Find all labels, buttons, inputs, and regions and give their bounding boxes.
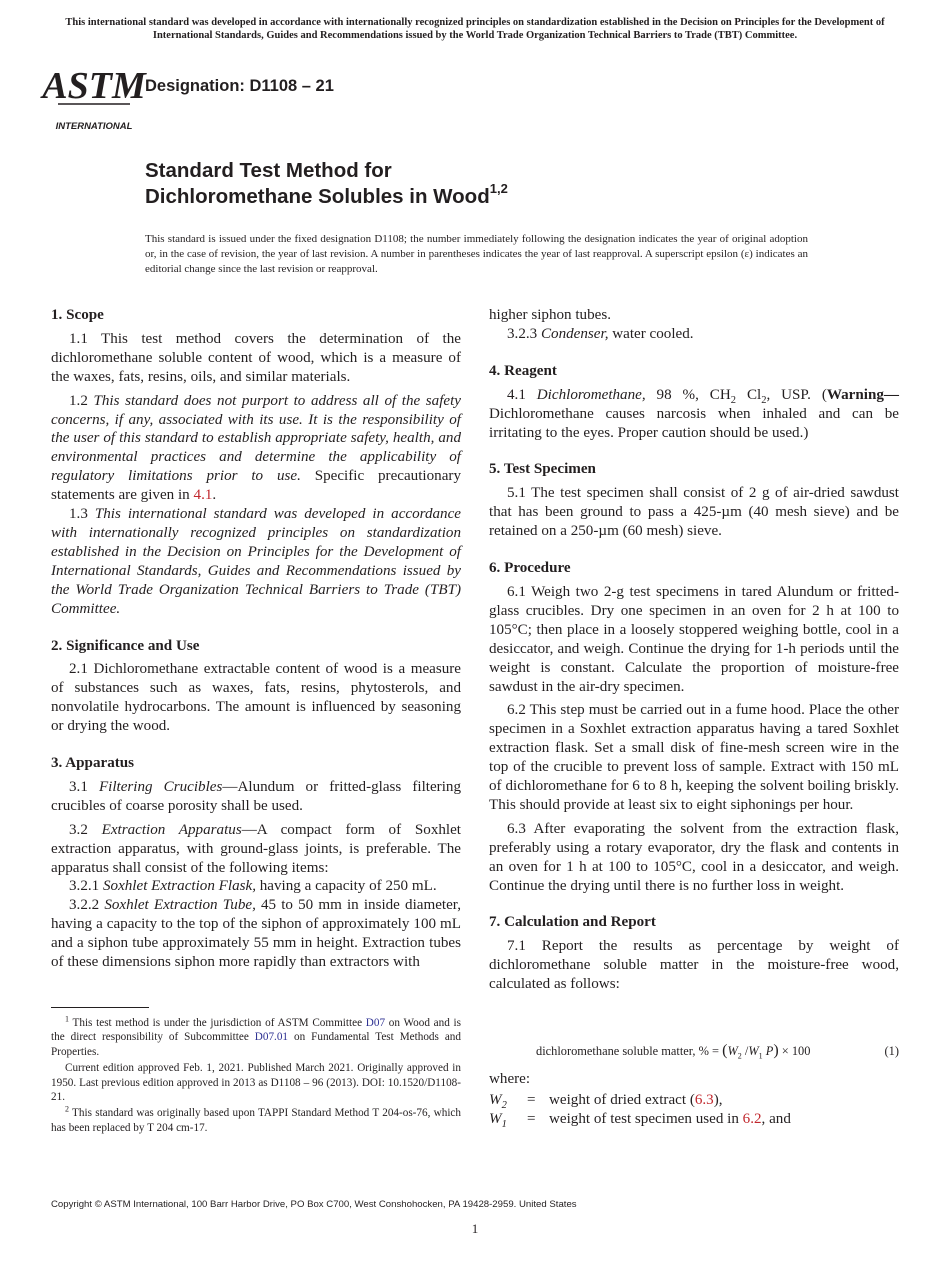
copyright-line: Copyright © ASTM International, 100 Barr Harbor Drive, PO Box C700, West Conshohocken, PA 19428-2959. United States bbox=[51, 1199, 577, 1210]
footnote-1 bbox=[51, 1016, 461, 1059]
document-title bbox=[145, 158, 845, 210]
definition-symbol bbox=[489, 1091, 507, 1110]
definition-desc: weight of test specimen used in bbox=[549, 1111, 743, 1127]
paragraph-text: water cooled. bbox=[608, 325, 694, 342]
logo-letters: ASTM bbox=[42, 65, 146, 107]
equation-number: (1) bbox=[884, 1044, 899, 1058]
definition-end: , and bbox=[761, 1111, 791, 1127]
definition-equals: = bbox=[527, 1092, 536, 1108]
top-notice: This international standard was developed in accordance with internationally recognized principles on standardization established in the Decision on Principles for the Development of International Standards, Guides and Recommendations issued by the World Trade Organization Technical Barriers to Trade (TBT) Committee. bbox=[65, 17, 885, 41]
footnote-text: This standard was originally based upon TAPPI Standard Method T 204-os-76, which has been replaced by T 204 cm-17. bbox=[51, 1107, 461, 1134]
paragraph-number: 1.3 bbox=[69, 506, 95, 523]
paragraph-3-2-2-continued: higher siphon tubes. bbox=[489, 307, 611, 323]
paragraph-number: 3.2.3 bbox=[507, 325, 541, 342]
title-line-2 bbox=[145, 181, 845, 210]
equation-var-w1: W bbox=[748, 1044, 759, 1058]
left-column bbox=[51, 306, 461, 972]
paragraph-3-2 bbox=[51, 821, 461, 878]
symbol-sub: 1 bbox=[501, 1119, 507, 1131]
item-title: Soxhlet Extraction Flask, bbox=[102, 878, 256, 895]
equation-paren: ( bbox=[722, 1042, 728, 1059]
footnote-marker: 1 bbox=[65, 1014, 69, 1024]
warning-label: Warning— bbox=[826, 386, 899, 403]
item-title: Extraction Apparatus bbox=[101, 821, 242, 838]
tbt-statement: This international standard was developed in accordance with internationally recognized principles on standardization established in the Decision on Principles for the Development of International Standards, Guides and Recommendations issued by the World Trade Organization Technical Barriers to Trade (TBT) Committee. bbox=[51, 506, 461, 617]
item-title: Condenser, bbox=[540, 325, 609, 342]
paragraph-6-3: 6.3 After evaporating the solvent from the extraction flask, preferably using a rotary evaporator, dry the flask and contents in an oven for 1 h at 100 to 105°C, cool in a desiccator, and weigh. Continue the drying until there is no further loss in weight. bbox=[489, 820, 899, 894]
xref-link-4-1[interactable]: 4.1 bbox=[193, 487, 213, 504]
paragraph-number: 3.2 bbox=[69, 821, 102, 838]
xref-link-6-2[interactable]: 6.2 bbox=[742, 1111, 762, 1127]
formula-text: 98 %, CH bbox=[645, 386, 731, 403]
paragraph-5-1: 5.1 The test specimen shall consist of 2 g of air-dried sawdust that has been ground to pass a 425-µm (40 mesh sieve) and be retained on a 250-µm (60 mesh) sieve. bbox=[489, 485, 899, 540]
committee-link-d07[interactable]: D07 bbox=[365, 1017, 386, 1029]
paragraph-text: —A compact form of Soxhlet extraction apparatus, with ground-glass joints, is preferable. The apparatus shall consist of the following items: bbox=[51, 821, 461, 876]
paragraph-text: —Alundum or fritted-glass filtering crucibles of coarse porosity shall be used. bbox=[51, 778, 461, 814]
equation-var-p: P bbox=[762, 1044, 774, 1058]
item-title: Dichloromethane, bbox=[536, 386, 646, 403]
equation-var-w2: W bbox=[727, 1044, 738, 1058]
paragraph-number: 4.1 bbox=[507, 386, 537, 403]
right-column-flow bbox=[489, 306, 899, 994]
where-label: where: bbox=[489, 1071, 531, 1087]
paragraph-2-1: 2.1 Dichloromethane extractable content of wood is a measure of substances such as waxes, fats, resins, phytosterols, and nonvolatile hydrocarbons. The amount is influenced by seasoning or drying the wood. bbox=[51, 661, 461, 735]
paragraph-6-2: 6.2 This step must be carried out in a fume hood. Place the other specimen in a Soxhlet extraction apparatus having a tared Soxhlet extraction flask. Set a small disk of fine-mesh screen wire in the top of the crucible to prevent loss of sample. Extract with 150 mL of dichloromethane for 6 to 8 h, keeping the solvent boiling briskly. This should provide at least six to eight siphonings per hour. bbox=[489, 702, 899, 813]
footnote-2 bbox=[51, 1106, 461, 1135]
footnotes bbox=[51, 1016, 461, 1135]
astm-logo bbox=[42, 58, 146, 132]
section-heading-calculation: 7. Calculation and Report bbox=[489, 914, 656, 931]
logo-subtitle: INTERNATIONAL bbox=[55, 121, 133, 132]
footnote-edition: Current edition approved Feb. 1, 2021. Published March 2021. Originally approved in 1950. Last previous edition approved in 2013 as D1108 – 96 (2013). DOI: 10.1520/D1108-21. bbox=[51, 1062, 461, 1104]
equation-op: × 100 bbox=[778, 1044, 811, 1058]
equation-lhs: dichloromethane soluble matter, % = bbox=[536, 1044, 723, 1058]
section-heading-procedure: 6. Procedure bbox=[489, 560, 571, 577]
subcommittee-link-d07-01[interactable]: D07.01 bbox=[254, 1031, 289, 1044]
paragraph-text: 45 to 50 mm in inside diameter, having a capacity to the top of the siphon of approximately 100 mL and a siphon tube approximately 55 mm in height. Extraction tubes of these dimensions siphon more rapidly than extractors with bbox=[51, 897, 461, 971]
paragraph-1-3 bbox=[51, 505, 461, 618]
issue-note: This standard is issued under the fixed designation D1108; the number immediately following the designation indicates the year of original adoption or, in the case of revision, the year of last revision. A number in parentheses indicates the year of last reapproval. A superscript epsilon (ε) indicates an editorial change since the last revision or reapproval. bbox=[145, 233, 808, 275]
safety-statement: This standard does not purport to address all of the safety concerns, if any, associated with its use. It is the responsibility of the user of this standard to establish appropriate safety, health, and environmental practices and determine the applicability of regulatory limitations prior to use. bbox=[51, 392, 462, 485]
paragraph-number: 1.2 bbox=[69, 392, 94, 409]
paragraph-3-2-2 bbox=[51, 896, 461, 972]
paragraph-number: 3.2.2 bbox=[69, 897, 105, 914]
section-heading-scope: 1. Scope bbox=[51, 307, 104, 323]
footnote-text: on Fundamental Test Methods and Properties. bbox=[51, 1031, 461, 1058]
definition-symbol bbox=[489, 1110, 507, 1129]
definition-equals: = bbox=[527, 1111, 536, 1127]
paragraph-text: Dichloromethane causes narcosis when inhaled and can be irritating to the eyes. Proper caution should be used.) bbox=[489, 405, 899, 441]
section-heading-specimen: 5. Test Specimen bbox=[489, 461, 596, 478]
item-title: Filtering Crucibles bbox=[98, 778, 223, 795]
section-heading-significance: 2. Significance and Use bbox=[51, 637, 200, 654]
formula-text: , USP. ( bbox=[766, 386, 827, 403]
paragraph-3-1 bbox=[51, 778, 461, 816]
paragraph-number: 3.2.1 bbox=[69, 878, 103, 895]
equation-sub: 1 bbox=[758, 1051, 763, 1061]
equation-paren: ) bbox=[773, 1042, 779, 1059]
paragraph-1-2 bbox=[51, 392, 461, 505]
footnote-divider bbox=[51, 1007, 149, 1008]
definition-text bbox=[549, 1091, 723, 1110]
formula-text: Cl bbox=[736, 386, 762, 403]
paragraph-6-1: 6.1 Weigh two 2-g test specimens in tared Alundum or fritted-glass crucibles. Dry one specimen in an oven for 2 h at 100 to 105°C; then place in a loosely stoppered weighing bottle, cool in a desiccator, and weigh. Continue the drying for 1-h periods until the weight is constant. Calculate the proportion of moisture-free sawdust in the air-dry specimen. bbox=[489, 583, 899, 695]
equation-sub: 2 bbox=[737, 1051, 742, 1061]
paragraph-3-2-1 bbox=[51, 877, 461, 896]
definition-end: ), bbox=[713, 1092, 723, 1108]
equation-body bbox=[536, 1043, 810, 1059]
formula-subscript: 2 bbox=[761, 394, 767, 406]
paragraph-7-1: 7.1 Report the results as percentage by weight of dichloromethane soluble matter in the moisture-free wood, calculated as follows: bbox=[489, 938, 899, 993]
title-line-2-text: Dichloromethane Solubles in Wood bbox=[145, 185, 490, 208]
symbol-letter: W bbox=[489, 1092, 502, 1108]
symbol-letter: W bbox=[489, 1111, 502, 1127]
paragraph-3-2-3 bbox=[489, 325, 899, 344]
symbol-sub: 2 bbox=[501, 1100, 507, 1112]
paragraph-text: . bbox=[212, 487, 217, 504]
footnote-text: This test method is under the jurisdiction of ASTM Committee bbox=[69, 1017, 366, 1029]
equation-op: / bbox=[741, 1044, 749, 1058]
right-column bbox=[489, 306, 899, 994]
designation: Designation: D1108 – 21 bbox=[145, 77, 334, 95]
page-number: 1 bbox=[471, 1221, 479, 1236]
paragraph-number: 3.1 bbox=[69, 778, 99, 795]
footnote-text: on Wood and is the direct responsibility of Subcommittee bbox=[51, 1017, 462, 1044]
title-footnote-ref: 1,2 bbox=[489, 181, 508, 197]
definition-desc: weight of dried extract ( bbox=[549, 1092, 695, 1108]
xref-link-6-3[interactable]: 6.3 bbox=[694, 1092, 714, 1108]
item-title: Soxhlet Extraction Tube, bbox=[104, 897, 256, 914]
footnote-marker: 2 bbox=[65, 1104, 69, 1114]
paragraph-4-1 bbox=[489, 386, 899, 443]
title-line-1: Standard Test Method for bbox=[145, 159, 392, 182]
paragraph-text: having a capacity of 250 mL. bbox=[255, 878, 437, 895]
formula-subscript: 2 bbox=[730, 394, 737, 406]
paragraph-text: Specific precautionary statements are given in bbox=[51, 468, 461, 504]
section-heading-apparatus: 3. Apparatus bbox=[51, 755, 135, 772]
definition-text bbox=[549, 1110, 791, 1129]
section-heading-reagent: 4. Reagent bbox=[489, 362, 557, 379]
paragraph-1-1: 1.1 This test method covers the determination of the dichloromethane soluble content of wood, which is a measure of the waxes, fats, resins, oils, and similar materials. bbox=[51, 330, 461, 385]
